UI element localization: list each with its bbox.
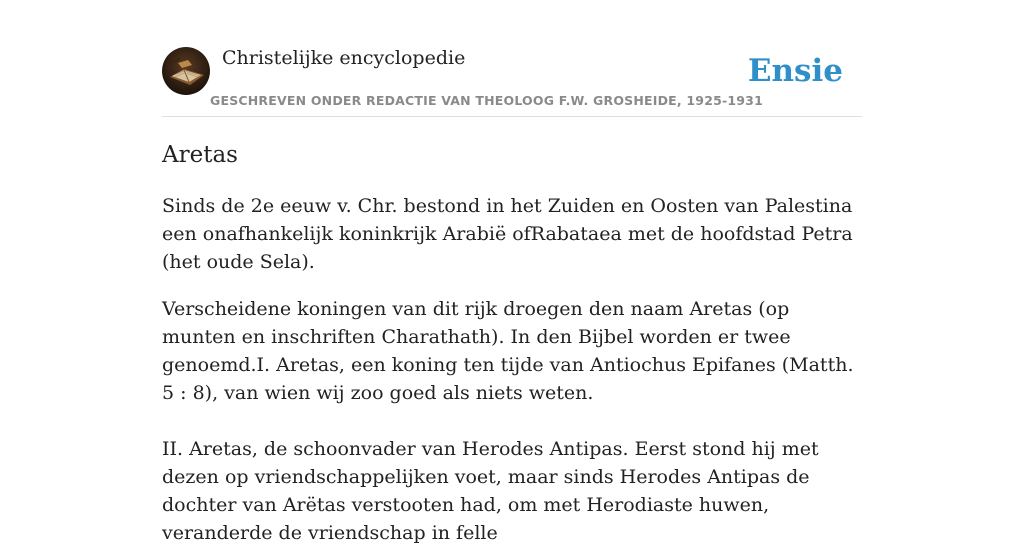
- article: [162, 138, 862, 547]
- article-title: Aretas: [162, 142, 238, 168]
- article-paragraph: Verscheidene koningen van dit rijk droegen den naam Aretas (op munten en inschriften Charathath). In den Bijbel worden er twee genoemd.I. Aretas, een koning ten tijde van Antiochus Epifanes (Matth. 5 : 8), van wien wij zoo goed als niets weten.: [162, 298, 854, 404]
- article-paragraph: Sinds de 2e eeuw v. Chr. bestond in het Zuiden en Oosten van Palestina een onafhankelijk koninkrijk Arabië ofRabataea met de hoofdstad Petra (het oude Sela).: [162, 195, 853, 273]
- site-subtitle: GESCHREVEN ONDER REDACTIE VAN THEOLOOG F.W. GROSHEIDE, 1925-1931: [210, 93, 763, 108]
- ensie-brand-link[interactable]: Ensie: [747, 53, 843, 89]
- site-logo[interactable]: [162, 47, 210, 95]
- site-title-link[interactable]: Christelijke encyclopedie: [222, 47, 466, 69]
- article-paragraph: II. Aretas, de schoonvader van Herodes Antipas. Eerst stond hij met dezen op vriendschappelijken voet, maar sinds Herodes Antipas de dochter van Arëtas verstooten had, om met Herodiaste huwen, veranderde de vriendschap in felle: [162, 438, 819, 544]
- site-header: [162, 46, 862, 117]
- book-photo-icon: [162, 47, 210, 95]
